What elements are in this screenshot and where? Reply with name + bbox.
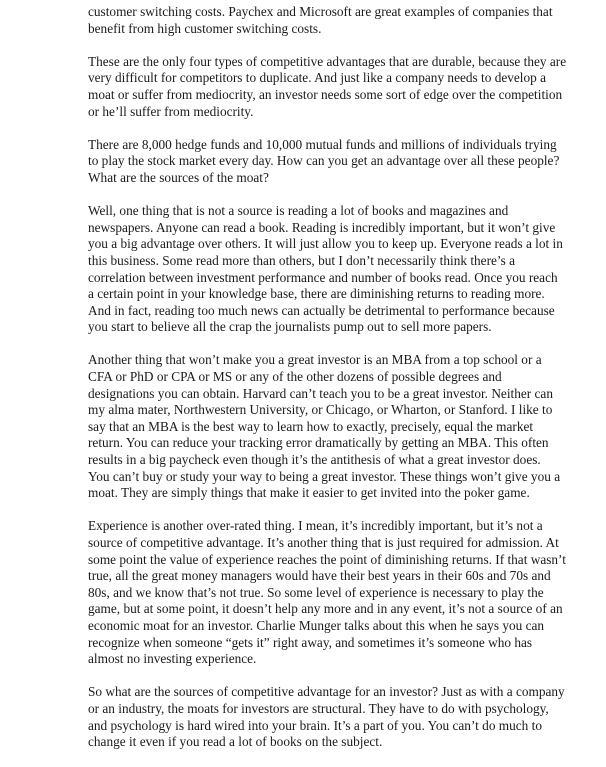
text-line: designations you can obtain. Harvard can’t teach you to be a great investor. Neither can: [88, 385, 553, 401]
text-line: you start to believe all the crap the journalists pump out to sell more papers.: [88, 319, 492, 335]
text-line: So what are the sources of competitive advantage for an investor? Just as with a company: [88, 684, 565, 700]
text-line: correlation between investment performance and number of books read. Once you reach: [88, 269, 558, 285]
text-line: Experience is another over-rated thing. I mean, it’s incredibly important, but it’s not a: [88, 518, 543, 534]
text-line: What are the sources of the moat?: [88, 169, 269, 185]
text-line: results in a big paycheck even though it’s the antithesis of what a great investor does.: [88, 452, 541, 468]
text-line: and psychology is hard wired into your brain. It’s a part of you. You can’t do much to: [88, 717, 542, 733]
text-line: to play the stock market every day. How can you get an advantage over all these people?: [88, 153, 560, 169]
text-line: Well, one thing that is not a source is reading a lot of books and magazines and: [88, 203, 509, 219]
text-line: And in fact, reading too much news can actually be detrimental to performance because: [88, 302, 555, 318]
text-line: There are 8,000 hedge funds and 10,000 mutual funds and millions of individuals trying: [88, 136, 557, 152]
text-line: economic moat for an investor. Charlie Munger talks about this when he says you can: [88, 617, 545, 633]
text-line: customer switching costs. Paychex and Microsoft are great examples of companies that: [88, 4, 553, 19]
text-line: say that an MBA is the best way to learn how to exactly, precisely, equal the market: [88, 418, 534, 434]
paragraph-experience: [88, 518, 566, 667]
paragraph-mba: [88, 352, 561, 501]
text-line: this business. Some read more than others, but I don’t necessarily think there’s a: [88, 252, 516, 268]
text-line: moat. They are simply things that make it easier to get invited into the poker game.: [88, 485, 530, 501]
text-line: Another thing that won’t make you a great investor is an MBA from a top school or a: [88, 352, 542, 368]
text-line: some point the value of experience reaches the point of diminishing returns. If that wasn’t: [88, 551, 566, 567]
text-line: true, all the great money managers would have their best years in their 60s and 70s and: [88, 568, 551, 584]
text-line: These are the only four types of competitive advantages that are durable, because they are: [88, 53, 567, 69]
text-line: benefit from high customer switching costs.: [88, 20, 322, 36]
paragraph-reading: [88, 203, 563, 336]
text-line: You can’t buy or study your way to being a great investor. These things won’t give you a: [88, 468, 561, 484]
text-line: game, but at some point, it doesn’t help any more and in any event, it’s not a source of an: [88, 601, 563, 617]
text-line: very difficult for competitors to duplicate. And just like a company needs to develop a: [88, 70, 547, 86]
paragraph-four-advantages: [88, 53, 567, 120]
text-line: return. You can reduce your tracking error dramatically by getting an MBA. This often: [88, 435, 549, 451]
paragraph-sources: [88, 684, 565, 750]
text-line: CFA or PhD or CPA or MS or any of the other dozens of possible degrees and: [88, 369, 502, 385]
text-line: my alma mater, Northwestern University, or Chicago, or Wharton, or Stanford. I like to: [88, 402, 553, 418]
text-line: a certain point in your knowledge base, there are diminishing returns to reading more.: [88, 286, 545, 302]
document-page: [88, 0, 567, 767]
text-line: you a big advantage over others. It will just allow you to keep up. Everyone reads a lot in: [88, 236, 563, 252]
text-line: source of competitive advantage. It’s another thing that is just required for admission. At: [88, 535, 559, 550]
text-line: change it even if you read a lot of books on the subject.: [88, 734, 383, 750]
text-line: newspapers. Anyone can read a book. Reading is incredibly important, but it won’t give: [88, 219, 556, 235]
text-line: moat or suffer from mediocrity, an investor needs some sort of edge over the competition: [88, 86, 563, 102]
paragraph-switching-costs: [88, 4, 553, 37]
paragraph-hedge-funds: [88, 136, 560, 187]
text-line: or he’ll suffer from mediocrity.: [88, 103, 254, 119]
text-line: recognize when someone “gets it” right away, and sometimes it’s someone who has: [88, 634, 533, 650]
text-line: or an industry, the moats for investors are structural. They have to do with psychology,: [88, 700, 549, 716]
text-line: almost no investing experience.: [88, 651, 257, 667]
text-line: 80s, and we know that’s not true. So some level of experience is necessary to play the: [88, 584, 544, 600]
